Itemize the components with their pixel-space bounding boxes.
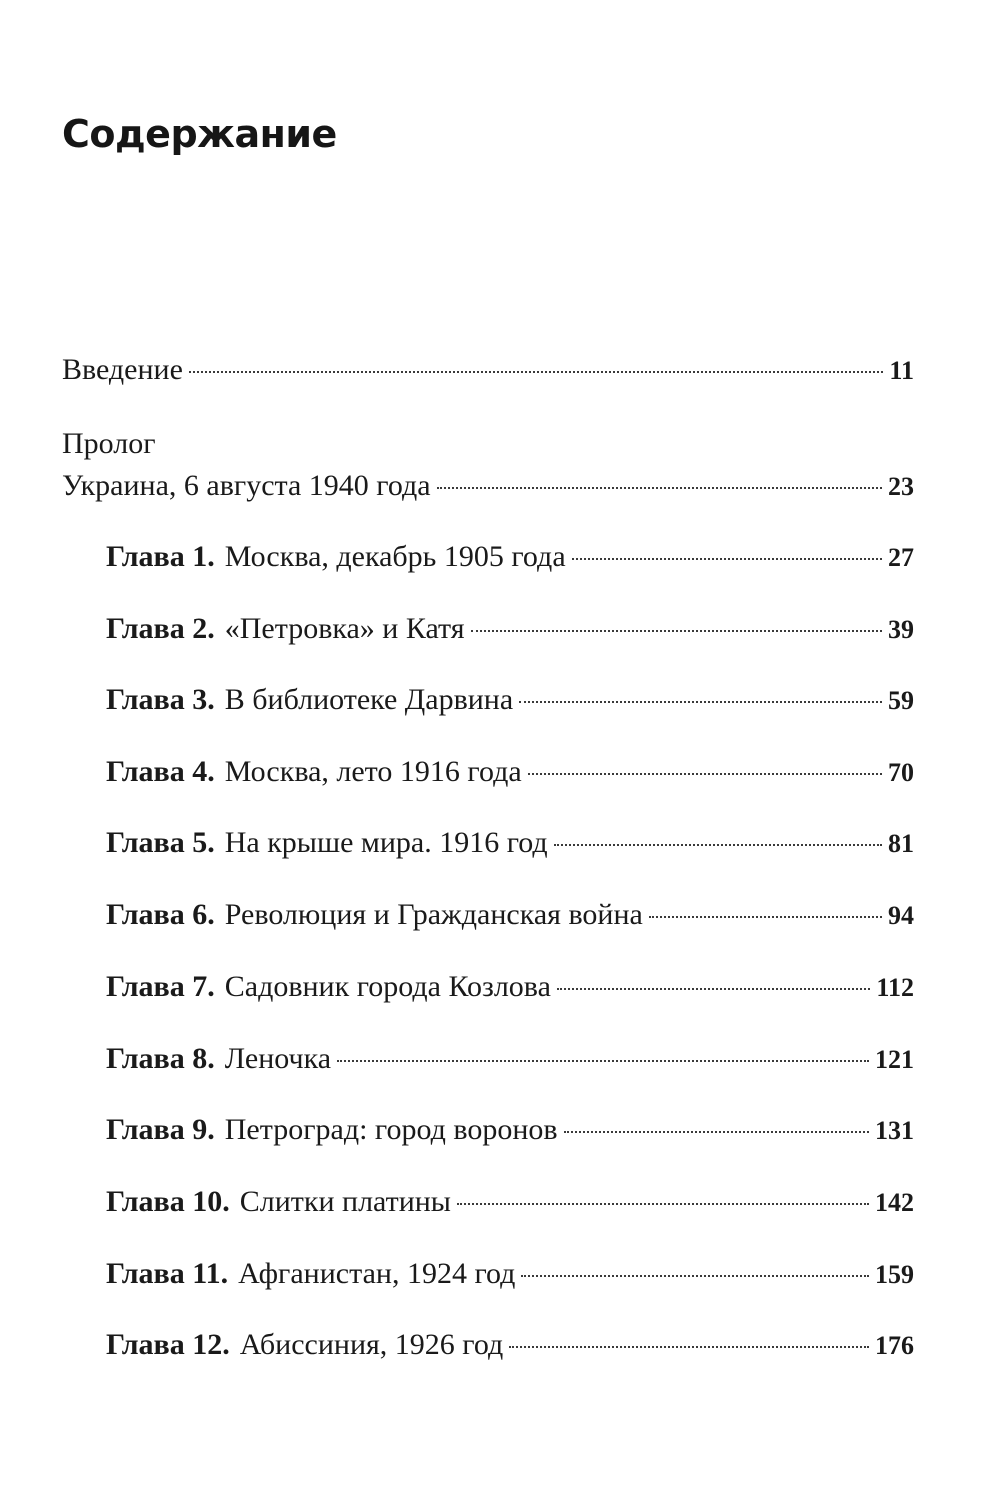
toc-page-number: 27 [888,543,914,572]
toc-page-number: 131 [875,1116,914,1145]
toc-entry-chapter-10[interactable] [106,1182,914,1223]
toc-page-number: 176 [875,1331,914,1360]
chapter-label: Глава 9. [106,1113,215,1146]
toc-page-number: 39 [888,615,914,644]
page-title: Содержание [62,112,337,156]
toc-page-number: 23 [888,472,914,501]
toc-entry-chapter-9[interactable] [106,1110,914,1151]
toc-page-number: 159 [875,1260,914,1289]
chapter-label: Глава 5. [106,826,215,859]
toc-entry-title: Украина, 6 августа 1940 года [62,469,431,502]
chapter-label: Глава 8. [106,1042,215,1075]
toc-entry-chapter-11[interactable] [106,1254,914,1295]
chapter-label: Глава 3. [106,683,215,716]
toc-entry-chapter-3[interactable] [106,680,914,721]
toc-entry-chapter-4[interactable] [106,752,914,793]
toc-entry-chapter-6[interactable] [106,895,914,936]
toc-prologue-label-row [62,424,914,464]
toc-entry-title: Слитки платины [239,1185,451,1218]
toc-entry-chapter-8[interactable] [106,1039,914,1080]
chapter-label: Глава 12. [106,1328,230,1361]
chapter-label: Глава 4. [106,755,215,788]
toc-entry-title: Петроград: город воронов [224,1113,558,1146]
toc-entry-prologue[interactable] [62,466,914,507]
toc-entry-title: «Петровка» и Катя [224,612,465,645]
chapter-label: Глава 6. [106,898,215,931]
dot-leader [337,1060,869,1062]
toc-entry-chapter-7[interactable] [106,967,914,1008]
chapter-label: Глава 7. [106,970,215,1003]
toc-page-number: 11 [889,356,914,385]
toc-entry-title: В библиотеке Дарвина [224,683,514,716]
toc-page-number: 59 [888,686,914,715]
toc-entry-chapter-1[interactable] [106,537,914,578]
toc-page-number: 70 [888,758,914,787]
dot-leader [437,487,882,489]
toc-entry-chapter-12[interactable] [106,1325,914,1366]
dot-leader [564,1131,869,1133]
toc-entry-title: Садовник города Козлова [224,970,551,1003]
toc-entry-title: Афганистан, 1924 год [238,1257,516,1290]
toc-page-number: 112 [876,973,914,1002]
chapter-label: Глава 2. [106,612,215,645]
toc-entry-title: На крыше мира. 1916 год [224,826,548,859]
chapter-label: Глава 1. [106,540,215,573]
dot-leader [557,988,871,990]
dot-leader [457,1203,869,1205]
dot-leader [528,773,882,775]
toc-page-number: 94 [888,901,914,930]
toc-entry-title: Абиссиния, 1926 год [239,1328,504,1361]
toc-entry-title: Революция и Гражданская война [224,898,643,931]
toc-entry-title: Москва, декабрь 1905 года [224,540,566,573]
dot-leader [189,371,883,373]
toc-page-number: 142 [875,1188,914,1217]
toc-entry-title: Введение [62,353,183,386]
dot-leader [572,558,882,560]
toc-entry-chapter-2[interactable] [106,609,914,650]
dot-leader [509,1346,869,1348]
toc-entry-title: Леночка [224,1042,332,1075]
toc-prologue-label: Пролог [62,427,156,460]
chapter-label: Глава 11. [106,1257,229,1290]
dot-leader [521,1275,869,1277]
dot-leader [649,916,882,918]
toc-entry-introduction[interactable] [62,350,914,391]
dot-leader [554,844,882,846]
dot-leader [471,630,882,632]
toc-page-number: 81 [888,829,914,858]
toc-page-number: 121 [875,1045,914,1074]
toc-entry-chapter-5[interactable] [106,823,914,864]
chapter-label: Глава 10. [106,1185,230,1218]
dot-leader [519,701,882,703]
toc-entry-title: Москва, лето 1916 года [224,755,522,788]
